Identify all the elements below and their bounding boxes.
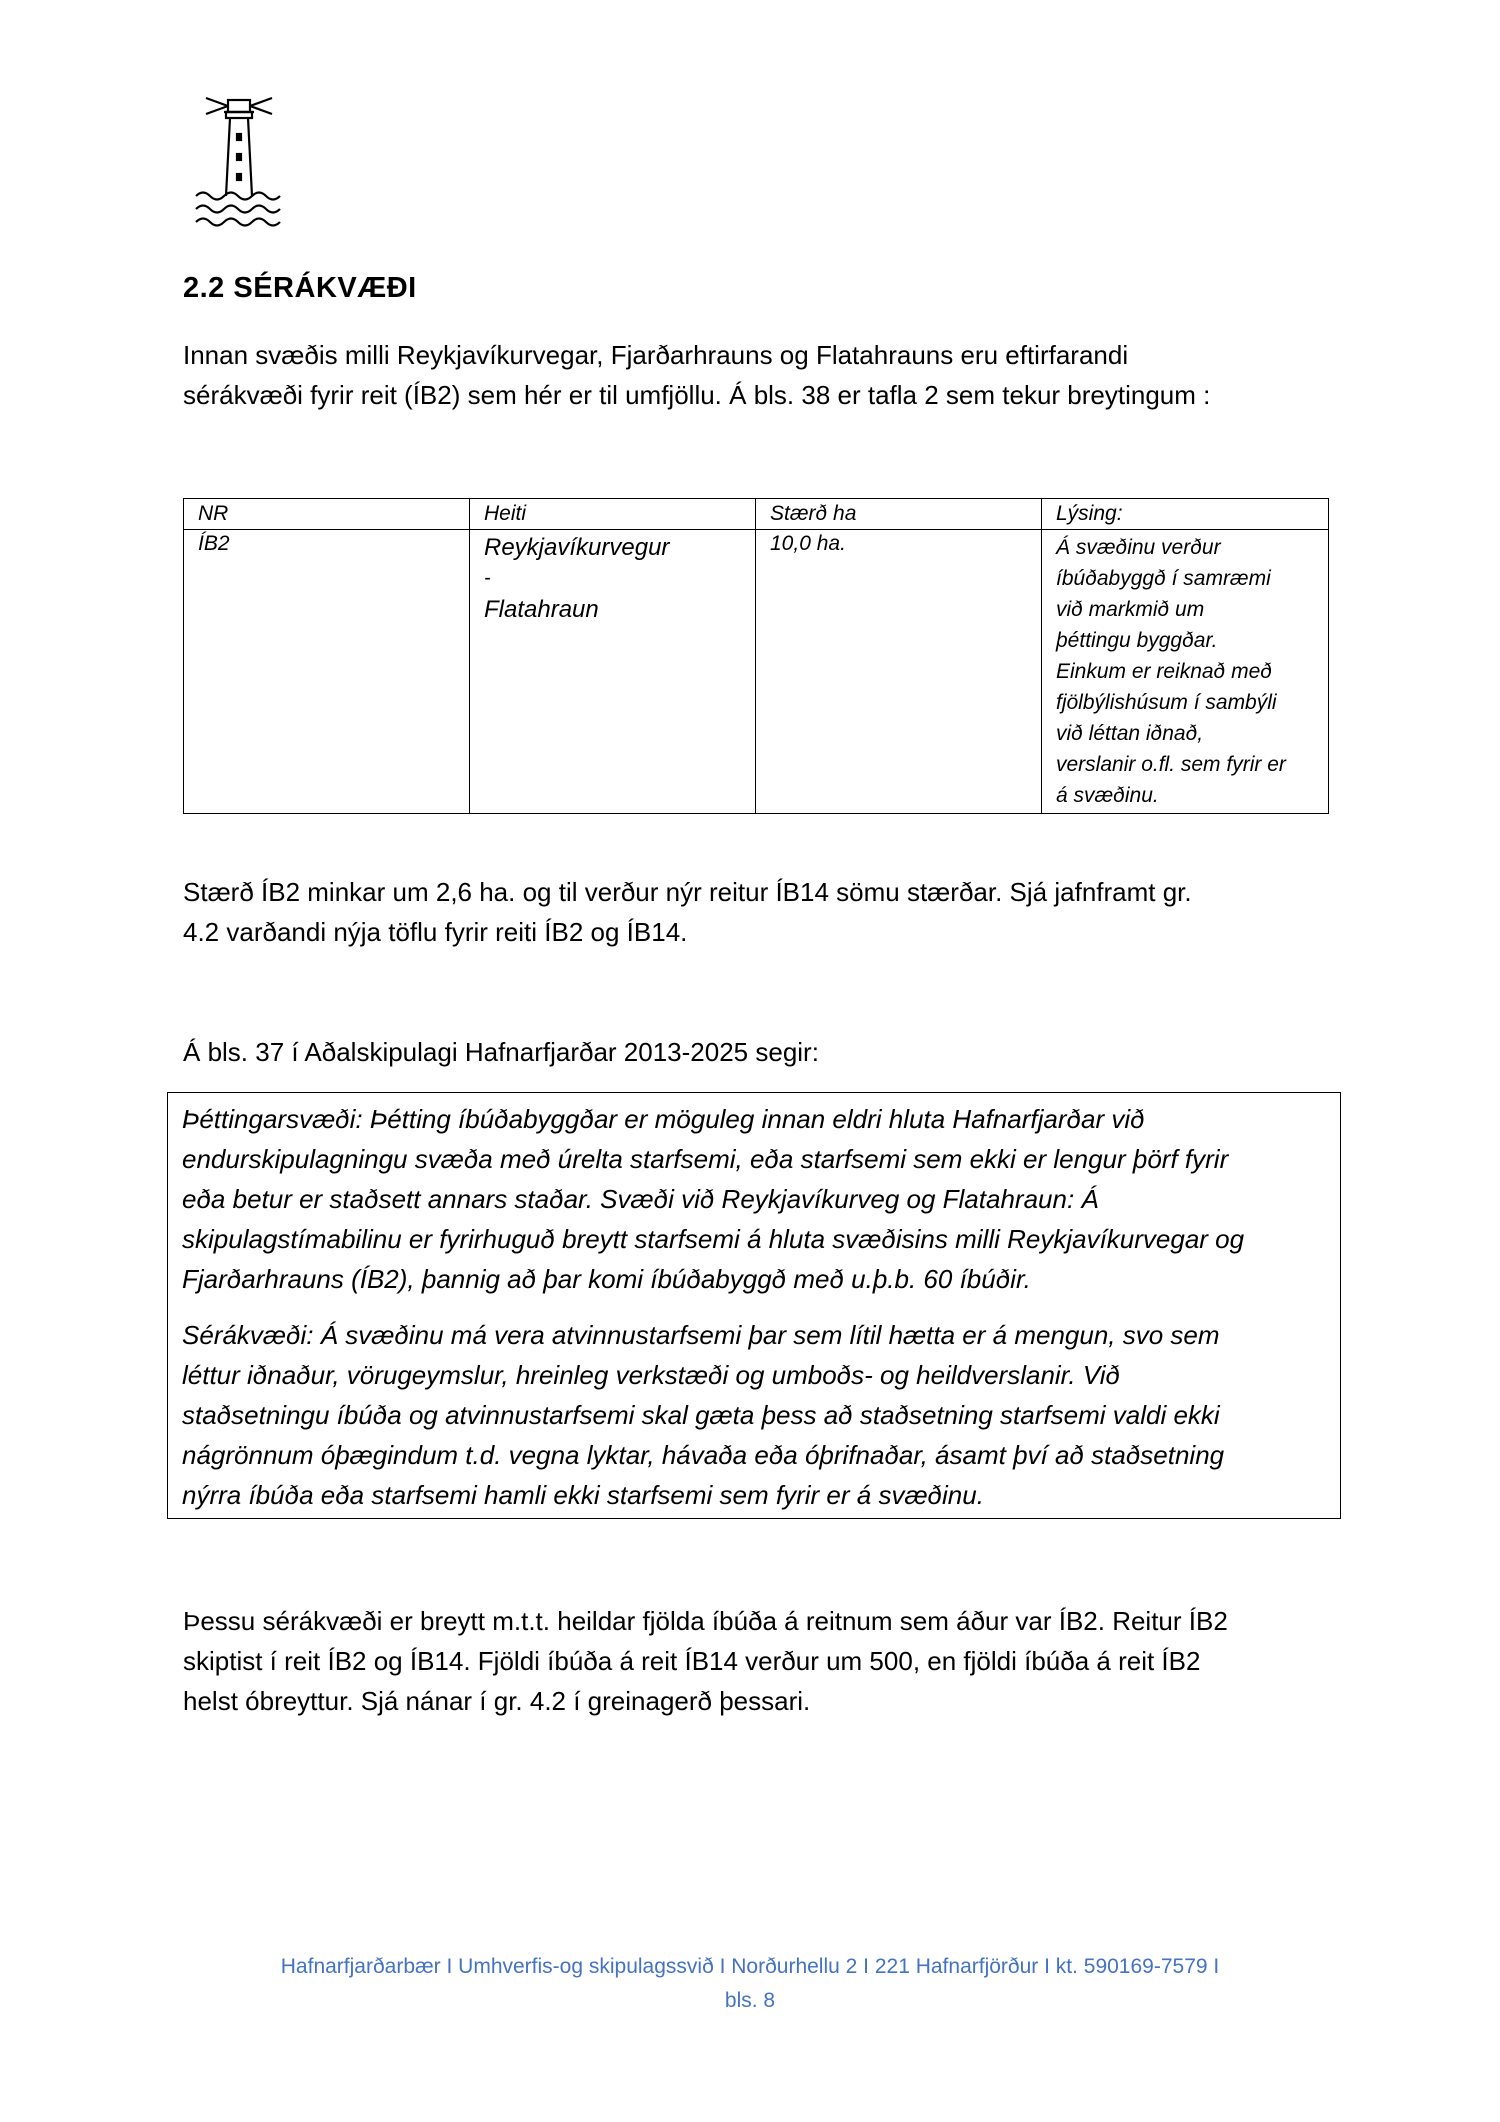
quote-box bbox=[167, 1092, 1341, 1519]
text-line: Stærð ÍB2 minkar um 2,6 ha. og til verður nýr reitur ÍB14 sömu stærðar. Sjá jafnframt gr. bbox=[183, 877, 1192, 907]
text-line: staðsetningu íbúða og atvinnustarfsemi skal gæta þess að staðsetning starfsemi valdi ekki bbox=[182, 1400, 1220, 1430]
text-line: Þessu sérákvæði er breytt m.t.t. heildar fjölda íbúða á reitnum sem áður var ÍB2. Reitur ÍB2 bbox=[183, 1606, 1228, 1636]
page-footer bbox=[0, 1950, 1500, 2018]
text-line: sérákvæði fyrir reit (ÍB2) sem hér er til umfjöllu. Á bls. 38 er tafla 2 sem tekur breytingum : bbox=[183, 380, 1211, 410]
text-line: Á bls. 37 í Aðalskipulagi Hafnarfjarðar 2013-2025 segir: bbox=[183, 1037, 819, 1067]
text-line: skiptist í reit ÍB2 og ÍB14. Fjöldi íbúða á reit ÍB14 verður um 500, en fjöldi íbúða á reit ÍB2 bbox=[183, 1646, 1201, 1676]
text-line: Innan svæðis milli Reykjavíkurvegar, Fjarðarhrauns og Flatahrauns eru eftirfarandi bbox=[183, 340, 1129, 370]
heiti-line: - bbox=[484, 567, 491, 589]
lysing-line: verslanir o.fl. sem fyrir er bbox=[1056, 753, 1286, 776]
cell-heiti bbox=[470, 530, 756, 814]
text-line: léttur iðnaður, vörugeymslur, hreinleg verkstæði og umboðs- og heildverslanir. Við bbox=[182, 1360, 1120, 1390]
lysing-line: þéttingu byggðar. bbox=[1056, 629, 1218, 652]
text-line: Fjarðarhrauns (ÍB2), þannig að þar komi íbúðabyggð með u.þ.b. 60 íbúðir. bbox=[182, 1264, 1031, 1294]
cell-staerd: 10,0 ha. bbox=[756, 530, 1042, 814]
lysing-line: Á svæðinu verður bbox=[1056, 536, 1221, 559]
table-header-row bbox=[184, 499, 1329, 530]
intro-paragraph bbox=[183, 335, 1333, 415]
lysing-line: á svæðinu. bbox=[1056, 784, 1159, 807]
text-line: nágrönnum óþægindum t.d. vegna lyktar, hávaða eða óþrifnaðar, ásamt því að staðsetning bbox=[182, 1440, 1225, 1470]
footer-address: Hafnarfjarðarbær I Umhverfis-og skipulagssvið I Norðurhellu 2 I 221 Hafnarfjörður I kt. 590169-7579 I bbox=[280, 1955, 1220, 1978]
cell-nr: ÍB2 bbox=[184, 530, 470, 814]
page-number: bls. 8 bbox=[724, 1989, 776, 2012]
table-header-staerd: Stærð ha bbox=[756, 499, 1042, 530]
lysing-line: við markmið um bbox=[1056, 598, 1205, 621]
cell-lysing bbox=[1042, 530, 1329, 814]
lysing-line: við léttan iðnað, bbox=[1056, 722, 1204, 745]
table-header-heiti: Heiti bbox=[470, 499, 756, 530]
lysing-line: íbúðabyggð í samræmi bbox=[1056, 567, 1271, 590]
heiti-line: Reykjavíkurvegur bbox=[484, 534, 670, 561]
text-line: 4.2 varðandi nýja töflu fyrir reiti ÍB2 og ÍB14. bbox=[183, 917, 688, 947]
quote-paragraph bbox=[182, 1099, 1326, 1299]
text-line: nýrra íbúða eða starfsemi hamli ekki starfsemi sem fyrir er á svæðinu. bbox=[182, 1480, 984, 1510]
table-header-lysing: Lýsing: bbox=[1042, 499, 1329, 530]
after-table-paragraph bbox=[183, 872, 1333, 952]
text-line: eða betur er staðsett annars staðar. Svæði við Reykjavíkurveg og Flatahraun: Á bbox=[182, 1184, 1099, 1214]
text-line: helst óbreyttur. Sjá nánar í gr. 4.2 í greinagerð þessari. bbox=[183, 1686, 811, 1716]
text-line: Sérákvæði: Á svæðinu má vera atvinnustarfsemi þar sem lítil hætta er á mengun, svo sem bbox=[182, 1320, 1220, 1350]
lighthouse-icon bbox=[194, 92, 284, 232]
section-heading: 2.2 SÉRÁKVÆÐI bbox=[183, 272, 417, 304]
closing-paragraph bbox=[183, 1601, 1333, 1721]
text-line: endurskipulagningu svæða með úrelta starfsemi, eða starfsemi sem ekki er lengur þörf fyrir bbox=[182, 1144, 1229, 1174]
text-line: skipulagstímabilinu er fyrirhuguð breytt starfsemi á hluta svæðisins milli Reykjavíkurvegar og bbox=[182, 1224, 1245, 1254]
zone-table bbox=[183, 498, 1329, 814]
heiti-line: Flatahraun bbox=[484, 596, 599, 623]
quote-paragraph bbox=[182, 1315, 1326, 1515]
lysing-line: fjölbýlishúsum í sambýli bbox=[1056, 691, 1277, 714]
lysing-line: Einkum er reiknað með bbox=[1056, 660, 1272, 683]
table-row bbox=[184, 530, 1329, 814]
text-line: Þéttingarsvæði: Þétting íbúðabyggðar er möguleg innan eldri hluta Hafnarfjarðar við bbox=[182, 1104, 1145, 1134]
quote-intro bbox=[183, 1032, 1333, 1072]
table-header-nr: NR bbox=[184, 499, 470, 530]
